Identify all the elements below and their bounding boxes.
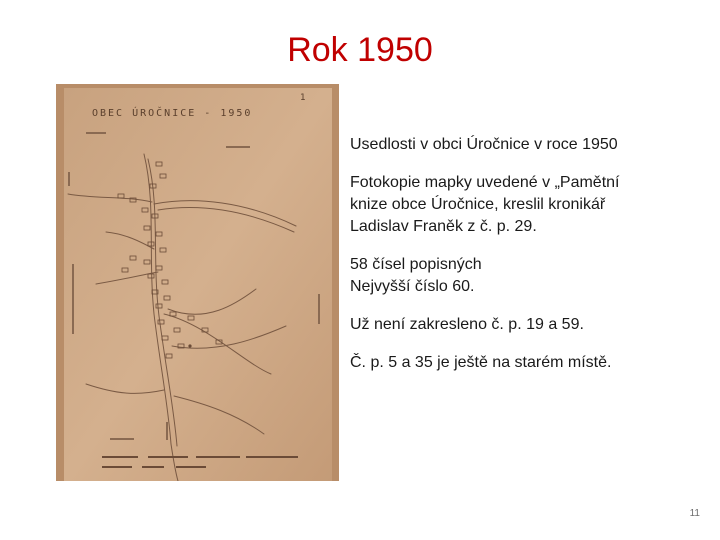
map-page-number: 1 xyxy=(300,93,306,103)
map-heading: OBEC ÚROČNICE - 1950 xyxy=(92,108,253,119)
paragraph-source: Fotokopie mapky uvedené v „Pamětní knize obce Úročnice, kreslil kronikář Ladislav Franěk z č. p. 29. xyxy=(350,174,620,235)
paragraph-house-count: 58 čísel popisných Nejvyšší číslo 60. xyxy=(350,256,482,295)
paragraph-old-place: Č. p. 5 a 35 je ještě na starém místě. xyxy=(350,354,612,371)
slide-title: Rok 1950 xyxy=(287,31,433,69)
description-text xyxy=(350,134,700,390)
paragraph-caption: Usedlosti v obci Úročnice v roce 1950 xyxy=(350,136,618,153)
slide-number: 11 xyxy=(689,508,700,519)
map-photo xyxy=(56,84,339,481)
paragraph-not-drawn: Už není zakresleno č. p. 19 a 59. xyxy=(350,316,584,333)
